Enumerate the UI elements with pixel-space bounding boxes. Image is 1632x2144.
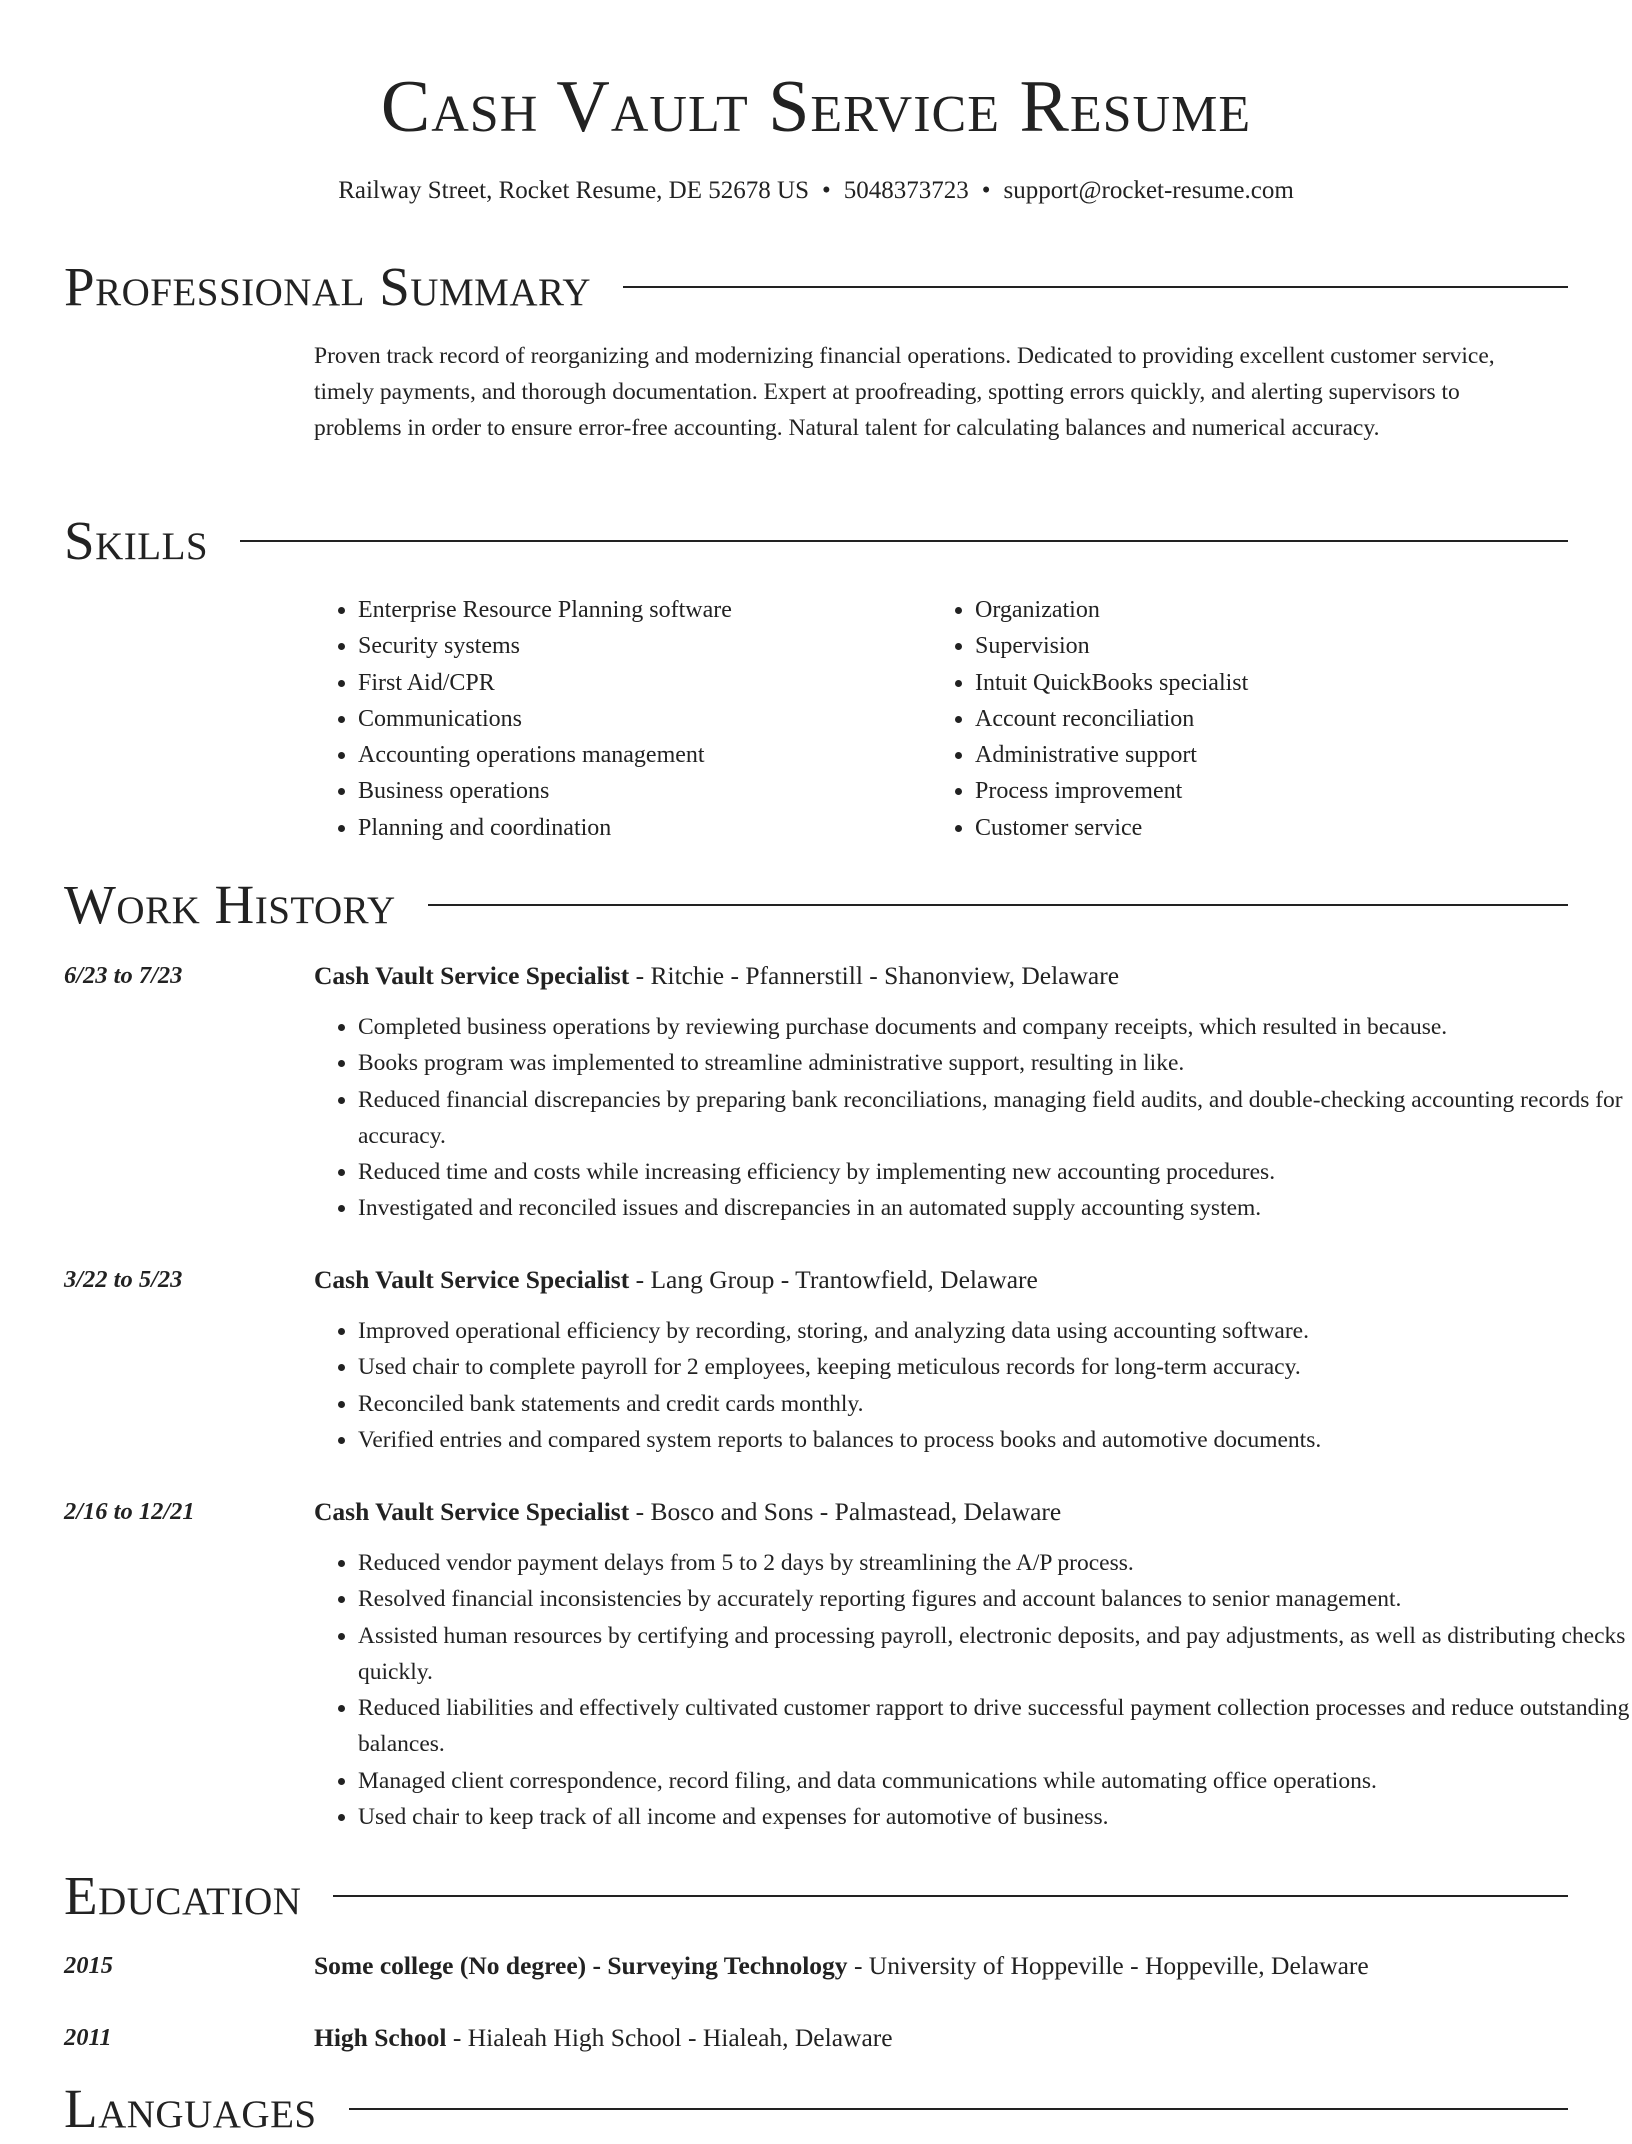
skill-item: • Account reconciliation	[975, 701, 1548, 737]
job-bullet: • Resolved financial inconsistencies by accurately reporting figures and account balances to senior management.	[358, 1581, 1632, 1617]
job-heading	[314, 1495, 1061, 1529]
skill-item: • First Aid/CPR	[358, 665, 931, 701]
job-employer: - Lang Group - Trantowfield, Delaware	[629, 1265, 1038, 1294]
job-bullet: • Investigated and reconciled issues and discrepancies in an automated supply accounting system.	[358, 1190, 1632, 1226]
section-divider	[240, 540, 1568, 542]
contact-separator: •	[821, 177, 831, 204]
education-heading	[314, 1949, 1369, 1983]
section-divider	[623, 286, 1568, 288]
skill-item: • Business operations	[358, 773, 931, 809]
section-header-education	[64, 1861, 1568, 1931]
job-bullet: • Completed business operations by reviewing purchase documents and company receipts, which resulted in because.	[358, 1009, 1632, 1045]
job-bullet: • Reduced time and costs while increasing efficiency by implementing new accounting procedures.	[358, 1154, 1632, 1190]
job-bullet: • Reconciled bank statements and credit cards monthly.	[358, 1386, 1632, 1422]
skill-item: • Customer service	[975, 810, 1548, 846]
job-dates: 2/16 to 12/21	[64, 1498, 195, 1525]
job-heading	[314, 959, 1119, 993]
job-bullet: • Verified entries and compared system reports to balances to process books and automotive documents.	[358, 1422, 1632, 1458]
summary-text: Proven track record of reorganizing and modernizing financial operations. Dedicated to providing excellent customer service, timely payments, and thorough documentation. Expert at proofreading, spotting errors quickly, and alerting supervisors to problems in order to ensure error-free accounting. Natural talent for calculating balances and numerical accuracy.	[314, 343, 1495, 441]
job-employer: - Bosco and Sons - Palmastead, Delaware	[629, 1497, 1062, 1526]
skill-item: • Process improvement	[975, 773, 1548, 809]
job-bullets	[314, 1545, 1632, 1835]
job-title: Cash Vault Service Specialist	[314, 1497, 630, 1526]
section-title-education: Education	[64, 1865, 302, 1926]
education-school: - Hialeah High School - Hialeah, Delaware	[446, 2023, 893, 2052]
job-bullet: • Improved operational efficiency by recording, storing, and analyzing data using accounting software.	[358, 1313, 1632, 1349]
job-employer: - Ritchie - Pfannerstill - Shanonview, Delaware	[629, 961, 1120, 990]
job-bullets	[314, 1009, 1632, 1227]
section-title-skills: Skills	[64, 510, 209, 571]
education-year: 2011	[64, 2024, 112, 2051]
job-bullet: • Reduced financial discrepancies by preparing bank reconciliations, managing field audits, and double-checking accounting records for accuracy.	[358, 1082, 1632, 1155]
job-bullet: • Assisted human resources by certifying and processing payroll, electronic deposits, and pay adjustments, as well as distributing checks quickly.	[358, 1618, 1632, 1691]
skill-item: • Intuit QuickBooks specialist	[975, 665, 1548, 701]
skill-item: • Accounting operations management	[358, 737, 931, 773]
job-bullet: • Books program was implemented to streamline administrative support, resulting in like.	[358, 1045, 1632, 1081]
skills-column-left	[314, 592, 931, 846]
job-title: Cash Vault Service Specialist	[314, 1265, 630, 1294]
contact-phone: 5048373723	[843, 177, 969, 204]
job-bullet: • Reduced liabilities and effectively cultivated customer rapport to drive successful payment collection processes and reduce outstanding balances.	[358, 1690, 1632, 1763]
education-heading	[314, 2021, 893, 2055]
contact-email: support@rocket-resume.com	[1003, 177, 1294, 204]
job-bullet: • Reduced vendor payment delays from 5 to 2 days by streamlining the A/P process.	[358, 1545, 1632, 1581]
job-bullet: • Used chair to keep track of all income and expenses for automotive of business.	[358, 1799, 1632, 1835]
job-title: Cash Vault Service Specialist	[314, 961, 630, 990]
section-divider	[349, 2108, 1568, 2110]
contact-address: Railway Street, Rocket Resume, DE 52678 US	[338, 177, 809, 204]
education-school: - University of Hoppeville - Hoppeville, Delaware	[847, 1951, 1369, 1980]
job-dates: 3/22 to 5/23	[64, 1266, 183, 1293]
section-header-skills	[64, 506, 1568, 576]
section-title-languages: Languages	[64, 2078, 317, 2139]
job-bullet: • Used chair to complete payroll for 2 employees, keeping meticulous records for long-term accuracy.	[358, 1349, 1632, 1385]
section-title-work-history: Work History	[64, 874, 396, 935]
job-dates: 6/23 to 7/23	[64, 962, 183, 989]
education-degree: Some college (No degree) - Surveying Technology	[314, 1951, 848, 1980]
job-bullet: • Managed client correspondence, record filing, and data communications while automating office operations.	[358, 1763, 1632, 1799]
skill-item: • Security systems	[358, 628, 931, 664]
section-header-summary	[64, 252, 1568, 322]
resume-title: Cash Vault Service Resume	[380, 66, 1252, 148]
job-heading	[314, 1263, 1038, 1297]
job-bullets	[314, 1313, 1632, 1458]
education-degree: High School	[314, 2023, 447, 2052]
skill-item: • Enterprise Resource Planning software	[358, 592, 931, 628]
section-header-work-history	[64, 870, 1568, 940]
education-year: 2015	[64, 1952, 113, 1979]
skills-list	[314, 592, 1574, 846]
contact-separator: •	[981, 177, 991, 204]
skill-item: • Planning and coordination	[358, 810, 931, 846]
section-title-summary: Professional Summary	[64, 256, 592, 317]
skills-column-right	[931, 592, 1548, 846]
skill-item: • Supervision	[975, 628, 1548, 664]
skill-item: • Communications	[358, 701, 931, 737]
section-divider	[333, 1895, 1568, 1897]
section-divider	[428, 904, 1568, 906]
contact-line	[0, 174, 1632, 208]
skill-item: • Organization	[975, 592, 1548, 628]
skill-item: • Administrative support	[975, 737, 1548, 773]
section-header-languages	[64, 2074, 1568, 2144]
